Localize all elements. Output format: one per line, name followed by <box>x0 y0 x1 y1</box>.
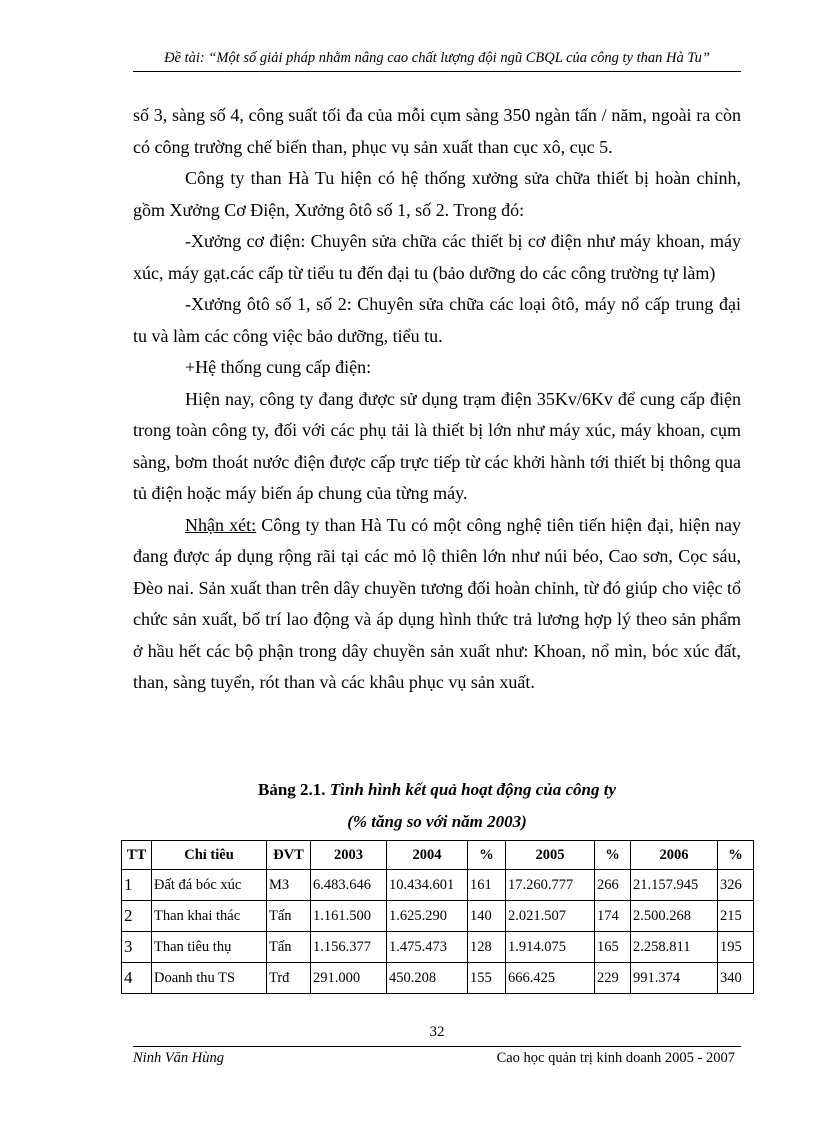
table-cell: 215 <box>718 901 754 932</box>
table-cell: 17.260.777 <box>506 870 595 901</box>
table-cell: 3 <box>122 932 152 963</box>
table-cell: 991.374 <box>631 963 718 994</box>
table-cell: 174 <box>595 901 631 932</box>
paragraph-4: -Xưởng ôtô số 1, số 2: Chuyên sửa chữa các loại ôtô, máy nổ cấp trung đại tu và làm các công việc bảo dưỡng, tiểu tu. <box>133 294 741 346</box>
table-cell: 4 <box>122 963 152 994</box>
running-header: Đề tài: “Một số giải pháp nhằm nâng cao chất lượng đội ngũ CBQL của công ty than Hà Tu” <box>133 50 741 72</box>
table-cell: Tấn <box>267 932 311 963</box>
table-cell: Đất đá bóc xúc <box>152 870 267 901</box>
table-cell: 128 <box>468 932 506 963</box>
table-row <box>122 870 754 901</box>
col-header: % <box>468 841 506 870</box>
table-cell: Trđ <box>267 963 311 994</box>
table-cell: Than tiêu thụ <box>152 932 267 963</box>
table-cell: 1.914.075 <box>506 932 595 963</box>
results-table <box>121 840 754 994</box>
remark-text: Công ty than Hà Tu có một công nghệ tiên tiến hiện đại, hiện nay đang được áp dụng rộng rãi tại các mỏ lộ thiên lớn như núi béo, Cao sơn, Cọc sáu, Đèo nai. Sản xuất than trên dây chuyền tương đối hoàn chỉnh, từ đó giúp cho việc tổ chức sản xuất, bố trí lao động và áp dụng hình thức trả lương hợp lý theo sản phẩm ở hầu hết các bộ phận trong dây chuyền sản xuất như: Khoan, nổ mìn, bóc xúc đất, than, sàng tuyển, rót than và các khâu phục vụ sản xuất. <box>133 514 741 692</box>
table-cell: 1 <box>122 870 152 901</box>
footer-divider <box>133 1046 741 1047</box>
table-cell: M3 <box>267 870 311 901</box>
table-cell: Doanh thu TS <box>152 963 267 994</box>
table-row <box>122 901 754 932</box>
table-row <box>122 932 754 963</box>
body-text <box>133 100 741 699</box>
paragraph-7 <box>133 510 741 699</box>
table-caption-label: Bảng 2.1. <box>257 780 326 799</box>
table-cell: 266 <box>595 870 631 901</box>
table-cell: 666.425 <box>506 963 595 994</box>
table-cell: 10.434.601 <box>387 870 468 901</box>
col-header: % <box>718 841 754 870</box>
table-cell: 21.157.945 <box>631 870 718 901</box>
table-cell: Tấn <box>267 901 311 932</box>
col-header: 2003 <box>311 841 387 870</box>
table-cell: 140 <box>468 901 506 932</box>
table-cell: 340 <box>718 963 754 994</box>
table-cell: 229 <box>595 963 631 994</box>
table-cell: 2.021.507 <box>506 901 595 932</box>
table-caption <box>133 780 741 800</box>
paragraph-1: số 3, sàng số 4, công suất tối đa của mỗi cụm sàng 350 ngàn tấn / năm, ngoài ra còn có công trường chế biến than, phục vụ sản xuất than cục xô, cục 5. <box>133 105 741 157</box>
remark-label: Nhận xét: <box>185 514 257 535</box>
table-cell: 155 <box>468 963 506 994</box>
table-cell: 6.483.646 <box>311 870 387 901</box>
table-cell: 1.156.377 <box>311 932 387 963</box>
table-cell: 2 <box>122 901 152 932</box>
col-header: TT <box>122 841 152 870</box>
col-header: Chỉ tiêu <box>152 841 267 870</box>
paragraph-5: +Hệ thống cung cấp điện: <box>185 357 372 377</box>
table-cell: 2.258.811 <box>631 932 718 963</box>
table-row <box>122 963 754 994</box>
table-cell: 291.000 <box>311 963 387 994</box>
table-cell: 195 <box>718 932 754 963</box>
paragraph-6: Hiện nay, công ty đang được sử dụng trạm điện 35Kv/6Kv để cung cấp điện trong toàn công ty, đối với các phụ tải là thiết bị lớn như máy xúc, máy khoan, cụm sàng, bơm thoát nước điện được cấp trực tiếp từ các khởi hành tới thiết bị thông qua tủ điện hoặc máy biến áp chung của từng máy. <box>133 388 741 503</box>
table-header-row <box>122 841 754 870</box>
col-header: 2005 <box>506 841 595 870</box>
table-cell: 1.475.473 <box>387 932 468 963</box>
table-cell: 2.500.268 <box>631 901 718 932</box>
table-cell: 326 <box>718 870 754 901</box>
table-cell: 161 <box>468 870 506 901</box>
footer-author: Ninh Văn Hùng <box>133 1050 225 1066</box>
table-cell: Than khai thác <box>152 901 267 932</box>
table-caption-title: Tình hình kết quả hoạt động của công ty <box>329 780 617 799</box>
table-cell: 1.625.290 <box>387 901 468 932</box>
table-cell: 165 <box>595 932 631 963</box>
col-header: ĐVT <box>267 841 311 870</box>
col-header: 2006 <box>631 841 718 870</box>
footer-program: Cao học quản trị kinh doanh 2005 - 2007 <box>496 1050 735 1066</box>
table-cell: 1.161.500 <box>311 901 387 932</box>
col-header: 2004 <box>387 841 468 870</box>
page-number: 32 <box>429 1024 445 1040</box>
table-caption-sub: (% tăng so với năm 2003) <box>347 812 527 831</box>
paragraph-3: -Xưởng cơ điện: Chuyên sửa chữa các thiết bị cơ điện như máy khoan, máy xúc, máy gạt.các cấp từ tiểu tu đến đại tu (bảo dưỡng do các công trường tự làm) <box>133 231 741 283</box>
table-cell: 450.208 <box>387 963 468 994</box>
paragraph-2: Công ty than Hà Tu hiện có hệ thống xưởng sửa chữa thiết bị hoàn chỉnh, gồm Xưởng Cơ Điện, Xưởng ôtô số 1, số 2. Trong đó: <box>133 168 741 220</box>
col-header: % <box>595 841 631 870</box>
